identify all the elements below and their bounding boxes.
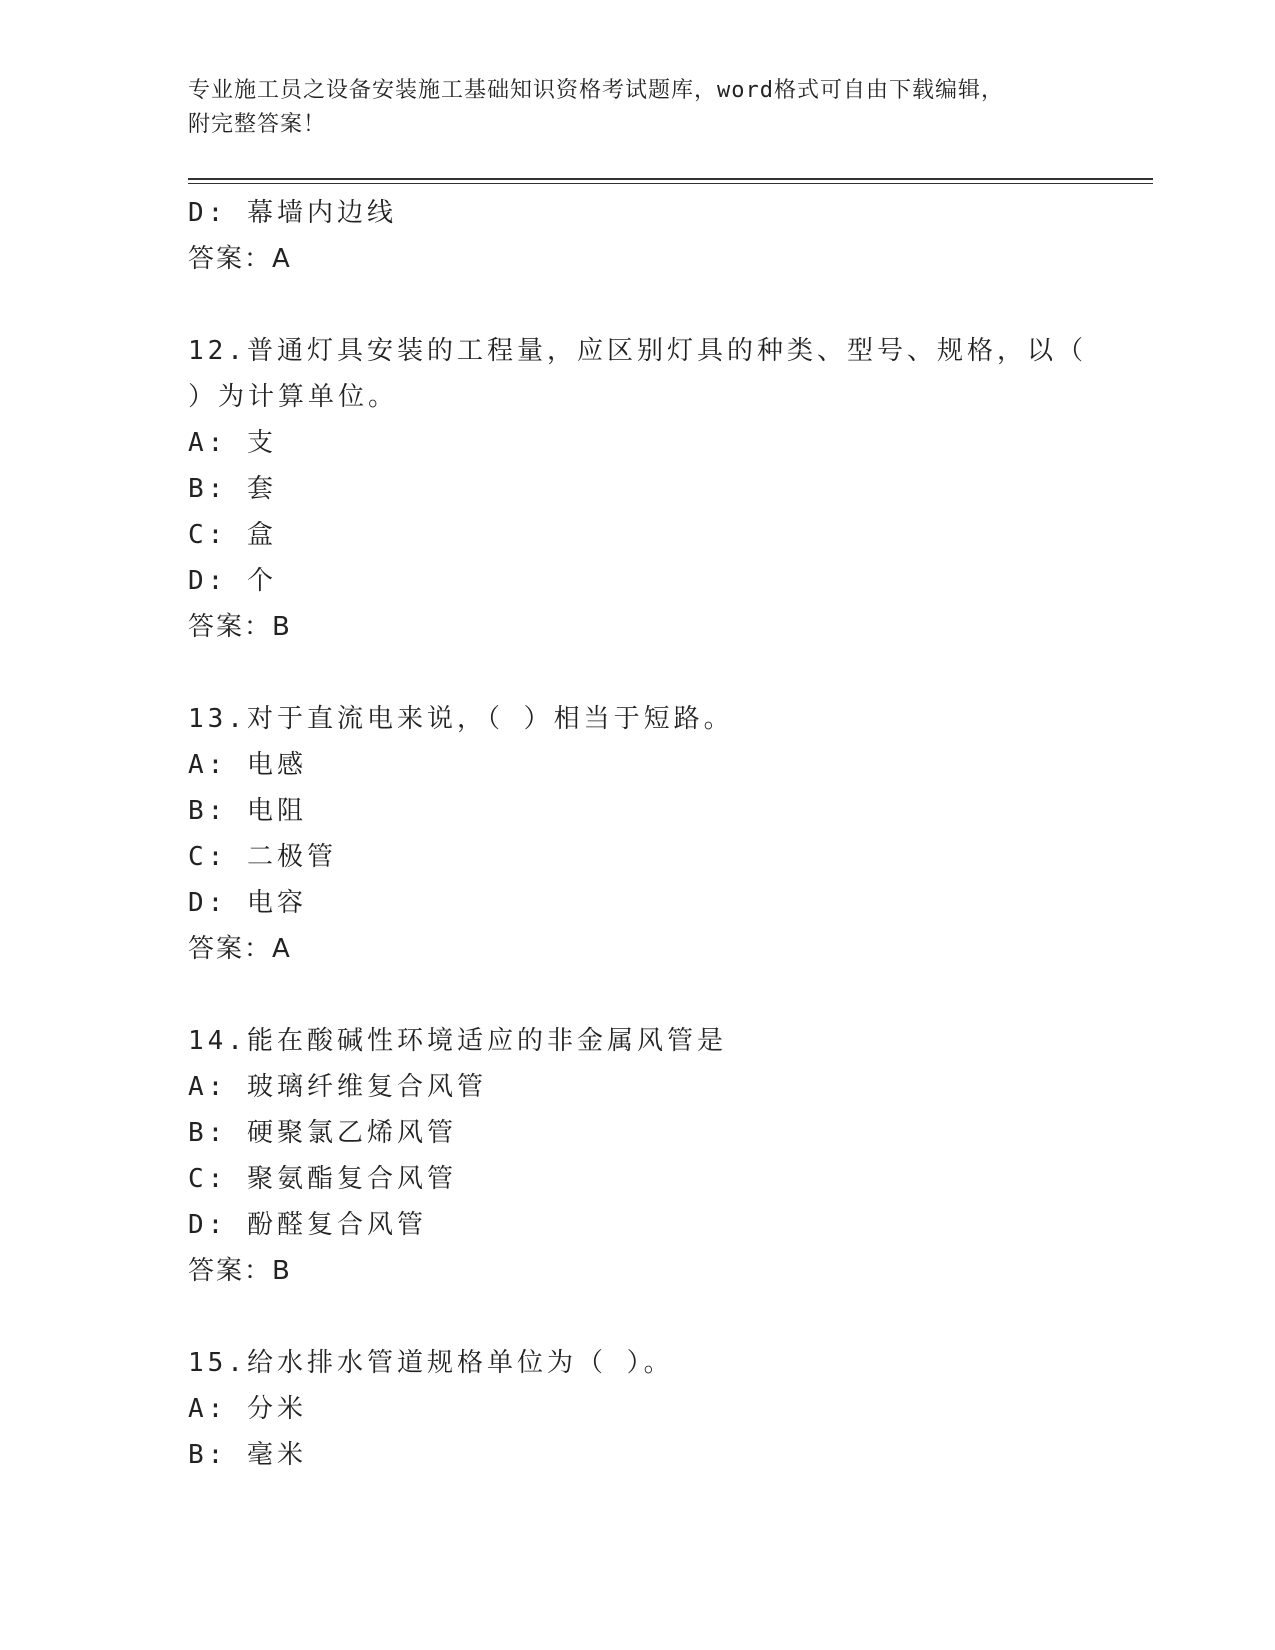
option-d: D: 幕墙内边线 [188,198,397,228]
option-a: A: 分米 [188,1394,307,1424]
answer-line: 答案：B [188,1256,292,1286]
option-d: D: 电容 [188,888,307,918]
option-a: A: 玻璃纤维复合风管 [188,1072,487,1102]
question-stem-line-1: 15.给水排水管道规格单位为（ ）。 [188,1348,674,1378]
header-divider-thick [188,178,1153,180]
option-c: C: 二极管 [188,842,337,872]
header-line-1: 专业施工员之设备安装施工基础知识资格考试题库，word格式可自由下载编辑， [188,78,1004,103]
document-body [188,190,1153,1478]
option-c: C: 盒 [188,520,277,550]
answer-line: 答案：A [188,934,292,964]
carryover-question [188,190,1153,282]
question-stem-line-1: 12.普通灯具安装的工程量，应区别灯具的种类、型号、规格，以（ [188,336,1087,366]
option-d: D: 酚醛复合风管 [188,1210,427,1240]
document-header [188,74,1088,142]
question-15 [188,1340,1153,1478]
question-stem-line-1: 14.能在酸碱性环境适应的非金属风管是 [188,1026,727,1056]
answer-line: 答案：B [188,612,292,642]
question-stem-line-2: ）为计算单位。 [188,382,399,412]
option-b: B: 套 [188,474,277,504]
option-b: B: 电阻 [188,796,307,826]
option-b: B: 硬聚氯乙烯风管 [188,1118,457,1148]
option-b: B: 毫米 [188,1440,307,1470]
question-stem-line-1: 13.对于直流电来说，（ ）相当于短路。 [188,704,734,734]
answer-line: 答案：A [188,244,292,274]
header-divider-thin [188,183,1153,184]
option-a: A: 电感 [188,750,307,780]
option-c: C: 聚氨酯复合风管 [188,1164,457,1194]
question-13 [188,696,1153,972]
question-12 [188,328,1153,650]
option-d: D: 个 [188,566,277,596]
question-14 [188,1018,1153,1294]
header-line-2: 附完整答案！ [188,112,327,137]
option-a: A: 支 [188,428,277,458]
